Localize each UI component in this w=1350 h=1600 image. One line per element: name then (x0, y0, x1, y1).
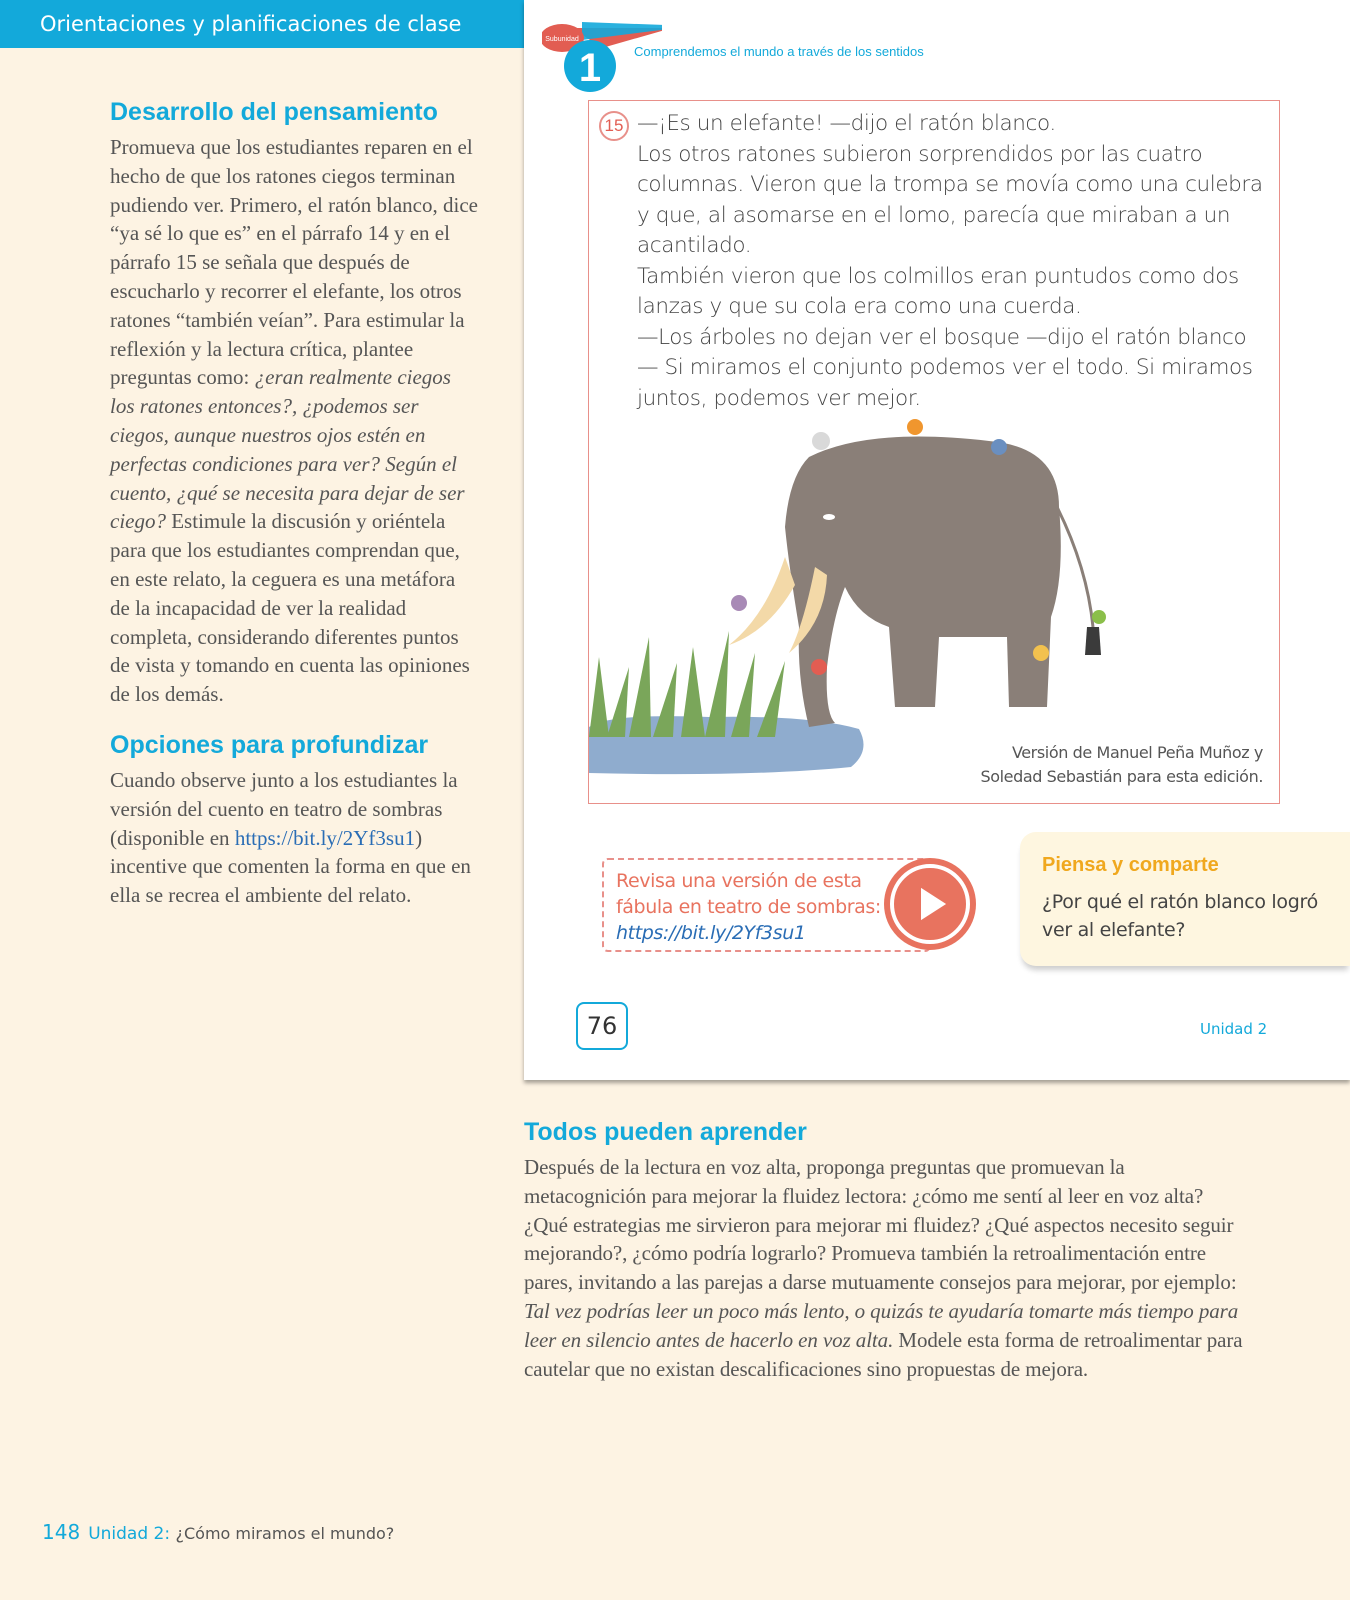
badge-label: Subunidad (545, 36, 579, 43)
think-question: ¿Por qué el ratón blanco logró ver al elefante? (1042, 891, 1318, 941)
video-text (616, 868, 881, 946)
todos-text-c: Modele esta forma de retroalimentar para cautelar que no existan descalificaciones sino propuestas de mejora. (524, 1327, 1243, 1381)
opciones-text-b: ) incentive que comenten la forma en que en ella se recrea el ambiente del relato. (110, 825, 471, 908)
opciones-paragraph (110, 766, 480, 910)
think-share-box (1020, 832, 1350, 966)
book-page (524, 0, 1350, 1080)
header-bar (0, 0, 524, 48)
story-line: También vieron que los colmillos eran puntudos como dos lanzas y que su cola era como una cuerda. (637, 263, 1239, 319)
story-line: —Los árboles no dejan ver el bosque —dijo el ratón blanco— Si miramos el conjunto podemos ver el todo. Si miramos juntos, podemos ver mejor. (637, 324, 1253, 411)
footer-question: ¿Cómo miramos el mundo? (175, 1524, 395, 1543)
left-column (110, 98, 480, 910)
book-unit-label: Unidad 2 (1200, 1020, 1268, 1038)
desarrollo-text-italic: ¿eran realmente ciegos los ratones entonces?, ¿podemos ser ciegos, aunque nuestros ojos estén en perfectas condiciones para ver? Según el cuento, ¿qué se necesita para dejar de ser ciego? (110, 365, 465, 534)
story-line: Los otros ratones subieron sorprendidos por las cuatro columnas. Vieron que la trompa se movía como una culebra y que, al asomarse en el lomo, parecía que miraban a un acantilado. (637, 141, 1263, 258)
footer-unit: Unidad 2: (88, 1524, 171, 1544)
desarrollo-text-a: Promueva que los estudiantes reparen en el hecho de que los ratones ciegos terminan pudiendo ver. Primero, el ratón blanco, dice “ya sé lo que es” en el párrafo 14 y en el párrafo 15 se señala que después de escucharlo y recorrer el elefante, los otros ratones “también veían”. Para estimular la reflexión y la lectura crítica, plantee preguntas como: (110, 135, 478, 390)
video-line-2: fábula en teatro de sombras: (616, 896, 881, 918)
desarrollo-paragraph (110, 133, 480, 709)
story-line: —¡Es un elefante! —dijo el ratón blanco. (637, 111, 1056, 136)
section-title-todos: Todos pueden aprender (524, 1118, 807, 1146)
shadow-theater-link[interactable]: https://bit.ly/2Yf3su1 (234, 825, 416, 850)
footer-page-number: 148 (42, 1520, 81, 1544)
todos-text-italic: Tal vez podrías leer un poco más lento, o quizás te ayudaría tomarte más tiempo para leer en silencio antes de hacerlo en voz alta. (524, 1298, 1239, 1352)
paragraph-number: 15 (599, 111, 629, 141)
book-page-number: 76 (576, 1002, 628, 1050)
video-link[interactable]: https://bit.ly/2Yf3su1 (616, 922, 806, 944)
desarrollo-text-c: Estimule la discusión y oriéntela para que los estudiantes comprendan que, en este relato, la ceguera es una metáfora de la incapacidad de ver la realidad completa, considerando diferentes puntos de vista y tomando en cuenta las opiniones de los demás. (110, 509, 470, 707)
opciones-text-a: Cuando observe junto a los estudiantes la versión del cuento en teatro de sombras (disponible en (110, 767, 458, 850)
page-footer (42, 1520, 394, 1544)
todos-section (524, 1118, 1244, 1383)
credit-line-1: Versión de Manuel Peña Muñoz y (1011, 743, 1263, 762)
badge-number: 1 (578, 46, 602, 90)
todos-text-a: Después de la lectura en voz alta, proponga preguntas que promuevan la metacognición para mejorar la fluidez lectora: ¿cómo me sentí al leer en voz alta? ¿Qué estrategias me sirvieron para mejorar mi fluidez? ¿Qué aspectos necesito seguir mejorando?, ¿cómo podría lograrlo? Promueva también la retroalimentación entre pares, invitando a las parejas a darse mutuamente consejos para mejorar, por ejemplo: (524, 1155, 1237, 1295)
story-box (588, 100, 1280, 804)
section-title-desarrollo: Desarrollo del pensamiento (110, 98, 438, 126)
video-line-1: Revisa una versión de esta (616, 870, 862, 892)
play-icon[interactable] (882, 856, 978, 952)
todos-paragraph (524, 1153, 1244, 1383)
story-credit (980, 741, 1263, 789)
header-title: Orientaciones y planificaciones de clase (40, 12, 462, 36)
think-title: Piensa y comparte (1042, 854, 1219, 876)
section-title-opciones: Opciones para profundizar (110, 730, 429, 759)
subunit-title: Comprendemos el mundo a través de los sentidos (634, 44, 924, 59)
credit-line-2: Soledad Sebastián para esta edición. (980, 767, 1263, 786)
story-text (637, 109, 1267, 414)
